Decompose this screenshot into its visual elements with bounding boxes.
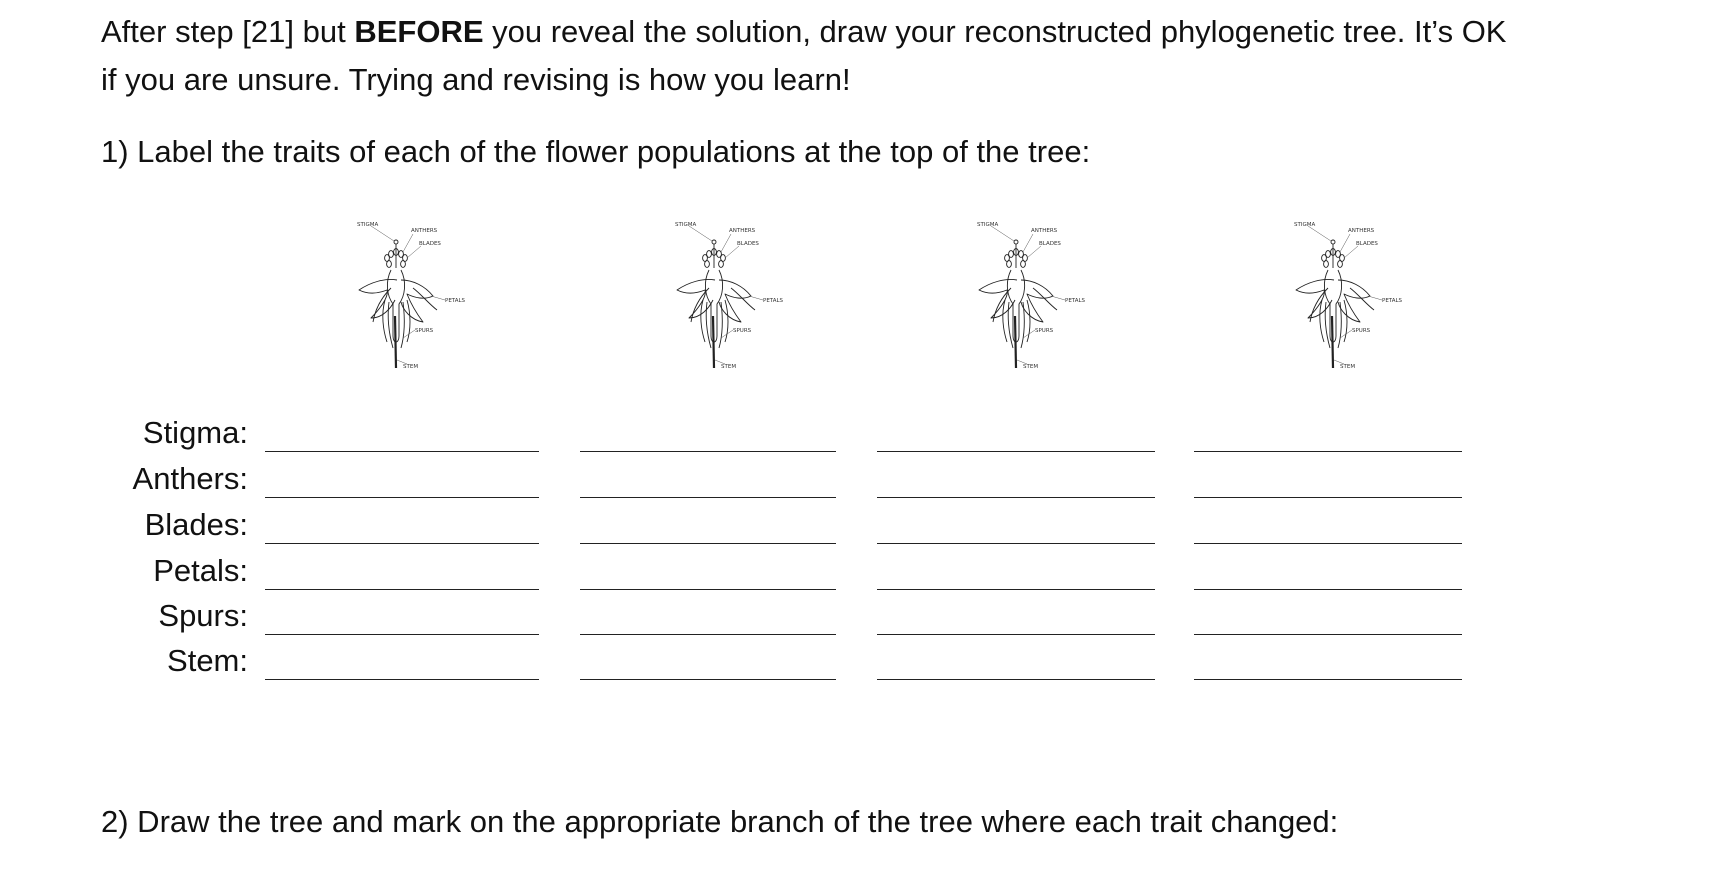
label-blades: BLADES bbox=[419, 241, 441, 247]
anther bbox=[1324, 261, 1329, 268]
label-stem: STEM bbox=[1340, 364, 1356, 370]
spur-outer-left bbox=[701, 300, 705, 342]
label-stigma: STIGMA bbox=[675, 222, 697, 228]
instructions-line-1 bbox=[101, 8, 1661, 56]
trait-row-blades bbox=[0, 502, 1728, 548]
trait-label-anthers: Anthers: bbox=[132, 461, 248, 496]
flower-diagram-1 bbox=[341, 218, 501, 378]
leader-anthers bbox=[403, 234, 413, 252]
label-anthers: ANTHERS bbox=[1348, 228, 1375, 234]
stigma-tip bbox=[394, 240, 398, 244]
leader-blades bbox=[1344, 246, 1358, 258]
leader-stigma bbox=[371, 226, 394, 241]
answer-blank-blades-1[interactable] bbox=[265, 543, 539, 544]
right-petal-vein bbox=[1350, 288, 1374, 310]
leader-stigma bbox=[991, 226, 1014, 241]
label-spurs: SPURS bbox=[1035, 328, 1054, 334]
label-blades: BLADES bbox=[1356, 241, 1378, 247]
trait-label-stigma: Stigma: bbox=[142, 415, 248, 450]
label-stem: STEM bbox=[721, 364, 737, 370]
question-1: 1) Label the traits of each of the flower populations at the top of the tree: bbox=[101, 134, 1091, 169]
anther bbox=[707, 251, 712, 258]
leader-petals bbox=[1051, 296, 1065, 300]
left-petal bbox=[979, 279, 1017, 318]
answer-blank-petals-4[interactable] bbox=[1194, 589, 1462, 590]
answer-blank-stem-2[interactable] bbox=[580, 679, 836, 680]
label-anthers: ANTHERS bbox=[411, 228, 438, 234]
right-petal bbox=[719, 280, 751, 322]
flower-outline bbox=[1296, 226, 1382, 368]
flower-drawing bbox=[659, 218, 819, 378]
label-stem: STEM bbox=[1023, 364, 1039, 370]
label-stigma: STIGMA bbox=[1294, 222, 1316, 228]
instructions-emphasis: BEFORE bbox=[354, 14, 484, 49]
label-anthers: ANTHERS bbox=[1031, 228, 1058, 234]
answer-blank-stigma-1[interactable] bbox=[265, 451, 539, 452]
instructions-text-continued: you reveal the solution, draw your reconstructed phylogenetic tree. It’s OK bbox=[483, 14, 1507, 49]
trait-label-stem: Stem: bbox=[167, 643, 248, 678]
label-spurs: SPURS bbox=[415, 328, 434, 334]
leader-blades bbox=[725, 246, 739, 258]
answer-blank-spurs-1[interactable] bbox=[265, 634, 539, 635]
label-stigma: STIGMA bbox=[977, 222, 999, 228]
label-blades: BLADES bbox=[1039, 241, 1061, 247]
answer-blank-spurs-2[interactable] bbox=[580, 634, 836, 635]
leader-stigma bbox=[689, 226, 712, 241]
leader-petals bbox=[431, 296, 445, 300]
leader-spurs bbox=[1023, 330, 1035, 338]
answer-blank-stigma-3[interactable] bbox=[877, 451, 1155, 452]
left-petal bbox=[1296, 279, 1334, 318]
spur-outer-right bbox=[725, 300, 728, 342]
answer-blank-stem-1[interactable] bbox=[265, 679, 539, 680]
answer-blank-petals-2[interactable] bbox=[580, 589, 836, 590]
spur-right bbox=[401, 302, 404, 348]
answer-blank-stigma-2[interactable] bbox=[580, 451, 836, 452]
label-petals: PETALS bbox=[1065, 298, 1086, 304]
flower-drawing bbox=[961, 218, 1121, 378]
leader-spurs bbox=[721, 330, 733, 338]
leader-spurs bbox=[1340, 330, 1352, 338]
stigma-tip bbox=[1014, 240, 1018, 244]
leader-blades bbox=[407, 246, 421, 258]
flower-diagram-3 bbox=[961, 218, 1121, 378]
answer-blank-spurs-4[interactable] bbox=[1194, 634, 1462, 635]
answer-blank-petals-1[interactable] bbox=[265, 589, 539, 590]
answer-blank-stem-3[interactable] bbox=[877, 679, 1155, 680]
anther bbox=[387, 261, 392, 268]
answer-blank-anthers-3[interactable] bbox=[877, 497, 1155, 498]
instructions-line-2: if you are unsure. Trying and revising is how you learn! bbox=[101, 62, 851, 97]
stigma-tip bbox=[1331, 240, 1335, 244]
trait-row-petals bbox=[0, 548, 1728, 594]
trait-row-stigma bbox=[0, 410, 1728, 456]
answer-blank-anthers-2[interactable] bbox=[580, 497, 836, 498]
anther bbox=[705, 261, 710, 268]
trait-row-anthers bbox=[0, 456, 1728, 502]
flower-outline bbox=[979, 226, 1065, 368]
trait-label-spurs: Spurs: bbox=[158, 598, 248, 633]
flower-drawing bbox=[341, 218, 501, 378]
anther bbox=[1021, 261, 1026, 268]
flower-drawing bbox=[1278, 218, 1438, 378]
leader-anthers bbox=[1340, 234, 1350, 252]
right-petal bbox=[1021, 280, 1053, 322]
trait-label-petals: Petals: bbox=[153, 553, 248, 588]
label-stigma: STIGMA bbox=[357, 222, 379, 228]
leader-anthers bbox=[1023, 234, 1033, 252]
label-anthers: ANTHERS bbox=[729, 228, 756, 234]
anther bbox=[1009, 251, 1014, 258]
leader-blades bbox=[1027, 246, 1041, 258]
answer-blank-spurs-3[interactable] bbox=[877, 634, 1155, 635]
spur-right bbox=[1021, 302, 1024, 348]
label-spurs: SPURS bbox=[1352, 328, 1371, 334]
label-spurs: SPURS bbox=[733, 328, 752, 334]
answer-blank-anthers-4[interactable] bbox=[1194, 497, 1462, 498]
spur-right bbox=[719, 302, 722, 348]
flower-outline bbox=[359, 226, 445, 368]
label-petals: PETALS bbox=[445, 298, 466, 304]
stigma-tip bbox=[712, 240, 716, 244]
left-petal bbox=[359, 279, 397, 318]
answer-blank-anthers-1[interactable] bbox=[265, 497, 539, 498]
instructions-text: After step [21] but bbox=[101, 14, 355, 49]
label-petals: PETALS bbox=[1382, 298, 1403, 304]
leader-spurs bbox=[403, 330, 415, 338]
left-petal bbox=[677, 279, 715, 318]
right-petal-vein bbox=[731, 288, 755, 310]
answer-blank-blades-2[interactable] bbox=[580, 543, 836, 544]
trait-row-spurs bbox=[0, 593, 1728, 639]
spur-outer-left bbox=[1003, 300, 1007, 342]
flower-diagram-4 bbox=[1278, 218, 1438, 378]
label-petals: PETALS bbox=[763, 298, 784, 304]
leader-petals bbox=[749, 296, 763, 300]
right-petal bbox=[401, 280, 433, 322]
answer-blank-stigma-4[interactable] bbox=[1194, 451, 1462, 452]
trait-row-stem bbox=[0, 638, 1728, 684]
right-petal-vein bbox=[413, 288, 437, 310]
label-blades: BLADES bbox=[737, 241, 759, 247]
anther bbox=[1338, 261, 1343, 268]
instructions-paragraph bbox=[101, 8, 1661, 104]
spur-outer-right bbox=[1344, 300, 1347, 342]
answer-blank-blades-3[interactable] bbox=[877, 543, 1155, 544]
anther bbox=[401, 261, 406, 268]
question-2: 2) Draw the tree and mark on the appropriate branch of the tree where each trait changed: bbox=[101, 804, 1339, 839]
spur-right bbox=[1338, 302, 1341, 348]
anther bbox=[719, 261, 724, 268]
label-stem: STEM bbox=[403, 364, 419, 370]
anther bbox=[1007, 261, 1012, 268]
leader-anthers bbox=[721, 234, 731, 252]
leader-stigma bbox=[1308, 226, 1331, 241]
answer-blank-stem-4[interactable] bbox=[1194, 679, 1462, 680]
answer-blank-petals-3[interactable] bbox=[877, 589, 1155, 590]
spur-outer-right bbox=[407, 300, 410, 342]
flower-diagram-2 bbox=[659, 218, 819, 378]
right-petal bbox=[1338, 280, 1370, 322]
anther bbox=[1326, 251, 1331, 258]
leader-petals bbox=[1368, 296, 1382, 300]
right-petal-vein bbox=[1033, 288, 1057, 310]
answer-blank-blades-4[interactable] bbox=[1194, 543, 1462, 544]
spur-outer-left bbox=[383, 300, 387, 342]
anther bbox=[389, 251, 394, 258]
spur-outer-right bbox=[1027, 300, 1030, 342]
spur-outer-left bbox=[1320, 300, 1324, 342]
flower-outline bbox=[677, 226, 763, 368]
trait-label-blades: Blades: bbox=[144, 507, 248, 542]
